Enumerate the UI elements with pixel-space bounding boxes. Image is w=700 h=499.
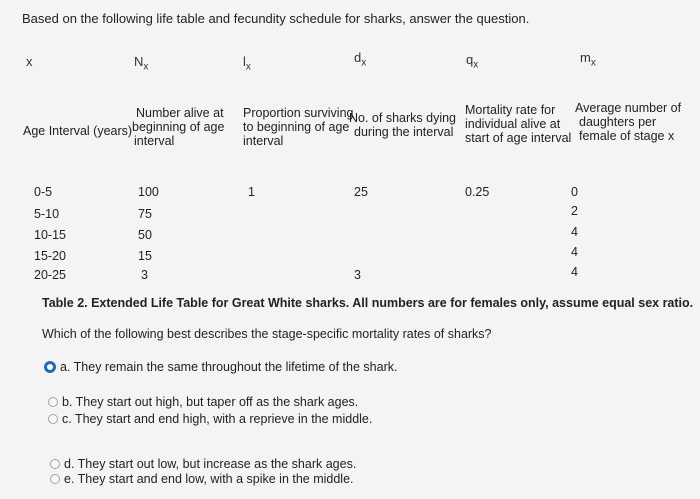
option-a[interactable] (44, 360, 397, 374)
option-label: e. They start and end low, with a spike in the middle. (64, 472, 354, 486)
table-cell: 15 (138, 249, 152, 263)
symbol-nx: $N_x$ (134, 54, 149, 73)
table-cell: 15-20 (34, 249, 66, 263)
radio-icon[interactable] (48, 414, 58, 424)
table-cell: 20-25 (34, 268, 66, 282)
option-label: d. They start out low, but increase as the shark ages. (64, 457, 357, 471)
symbol-x: x (26, 54, 33, 69)
option-b[interactable] (48, 395, 358, 409)
table-cell: 3 (354, 268, 361, 282)
radio-icon[interactable] (50, 474, 60, 484)
question-text: Which of the following best describes the stage-specific mortality rates of sharks? (42, 327, 492, 341)
table-cell: 0 (571, 185, 578, 199)
header-daughters: Average number of daughters per female of stage x (575, 101, 682, 143)
table-caption: Table 2. Extended Life Table for Great White sharks. All numbers are for females only, assume equal sex ratio. (42, 296, 694, 310)
table-cell: 0.25 (465, 185, 490, 199)
symbol-qx: $q_x$ (466, 52, 479, 71)
table-cell: 4 (571, 265, 578, 279)
option-d[interactable] (50, 457, 356, 471)
header-proportion-surviving: Proportion surviving to beginning of age interval (243, 106, 354, 148)
option-label: c. They start and end high, with a reprieve in the middle. (62, 412, 373, 426)
intro-text: Based on the following life table and fecundity schedule for sharks, answer the question. (22, 11, 530, 26)
table-cell: 3 (141, 268, 148, 282)
table-cell: 4 (571, 225, 578, 239)
header-age-interval: Age Interval (years) (23, 124, 133, 138)
table-cell: 1 (248, 185, 255, 199)
radio-icon[interactable] (50, 459, 60, 469)
radio-selected-icon[interactable] (44, 361, 56, 373)
symbol-mx: $m_x$ (580, 50, 596, 69)
header-mortality-rate: Mortality rate for individual alive at start of age interval (465, 103, 572, 145)
symbol-lx: $l_x$ (243, 54, 251, 73)
header-sharks-dying: No. of sharks dying during the interval (349, 111, 456, 139)
option-label: a. They remain the same throughout the lifetime of the shark. (60, 360, 398, 374)
table-cell: 75 (138, 207, 152, 221)
option-e[interactable] (50, 472, 354, 486)
table-cell: 100 (138, 185, 159, 199)
option-c[interactable] (48, 412, 372, 426)
table-cell: 0-5 (34, 185, 53, 199)
symbol-dx: $d_x$ (354, 50, 367, 69)
table-cell: 50 (138, 228, 152, 242)
table-cell: 25 (354, 185, 368, 199)
option-label: b. They start out high, but taper off as the shark ages. (62, 395, 359, 409)
table-cell: 10-15 (34, 228, 66, 242)
table-cell: 5-10 (34, 207, 60, 221)
radio-icon[interactable] (48, 397, 58, 407)
table-cell: 2 (571, 204, 578, 218)
table-cell: 4 (571, 245, 578, 259)
header-number-alive: Number alive at beginning of age interval (132, 106, 225, 148)
